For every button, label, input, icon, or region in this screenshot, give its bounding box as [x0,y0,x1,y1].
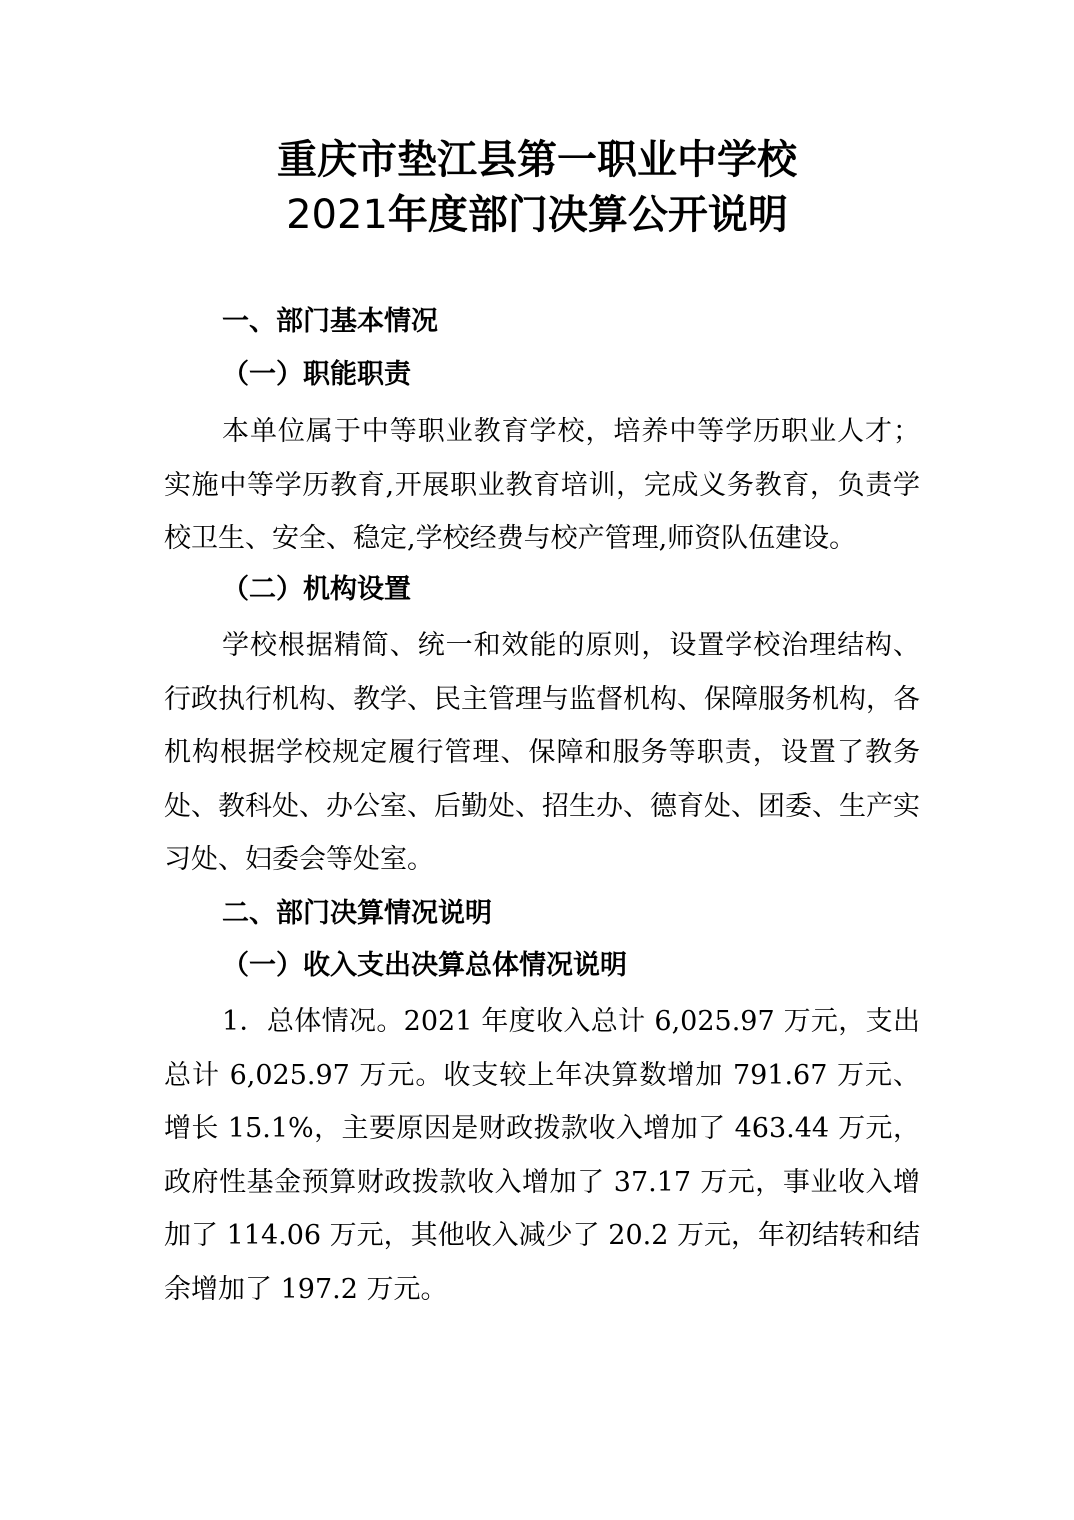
section1-sub1-paragraph: 本单位属于中等职业教育学校，培养中等学历职业人才；实施中等学历教育,开展职业教育培训，完成义务教育，负责学校卫生、安全、稳定,学校经费与校产管理,师资队伍建设。 [164,416,920,554]
section2-sub1-heading: （一）收入支出决算总体情况说明 [222,950,627,981]
section1-heading: 一、部门基本情况 [222,306,438,337]
section2-heading: 二、部门决算情况说明 [222,898,492,929]
section1-sub1-heading: （一）职能职责 [222,359,411,390]
title-year: 2021 [286,192,388,238]
title-rest: 年度部门决算公开说明 [387,192,788,238]
section1-sub2-paragraph: 学校根据精简、统一和效能的原则，设置学校治理结构、行政执行机构、教学、民主管理与监督机构、保障服务机构，各机构根据学校规定履行管理、保障和服务等职责，设置了教务处、教科处、办公室、后勤处、招生办、德育处、团委、生产实习处、妇委会等处室。 [164,630,920,875]
document-title-line1: 重庆市垫江县第一职业中学校 [277,137,797,183]
section1-sub2-heading: （二）机构设置 [222,574,411,605]
document-title-line2 [0,189,1074,241]
section2-sub1-paragraph: 1．总体情况。2021 年度收入总计 6,025.97 万元，支出总计 6,025.97 万元。收支较上年决算数增加 791.67 万元、增长 15.1%，主要原因是财政拨款收入增加了 463.44 万元，政府性基金预算财政拨款收入增加了 37.17 万元，事业收入增加了 114.06 万元，其他收入减少了 20.2 万元，年初结转和结余增加了 197.2 万元。 [164,1006,920,1305]
